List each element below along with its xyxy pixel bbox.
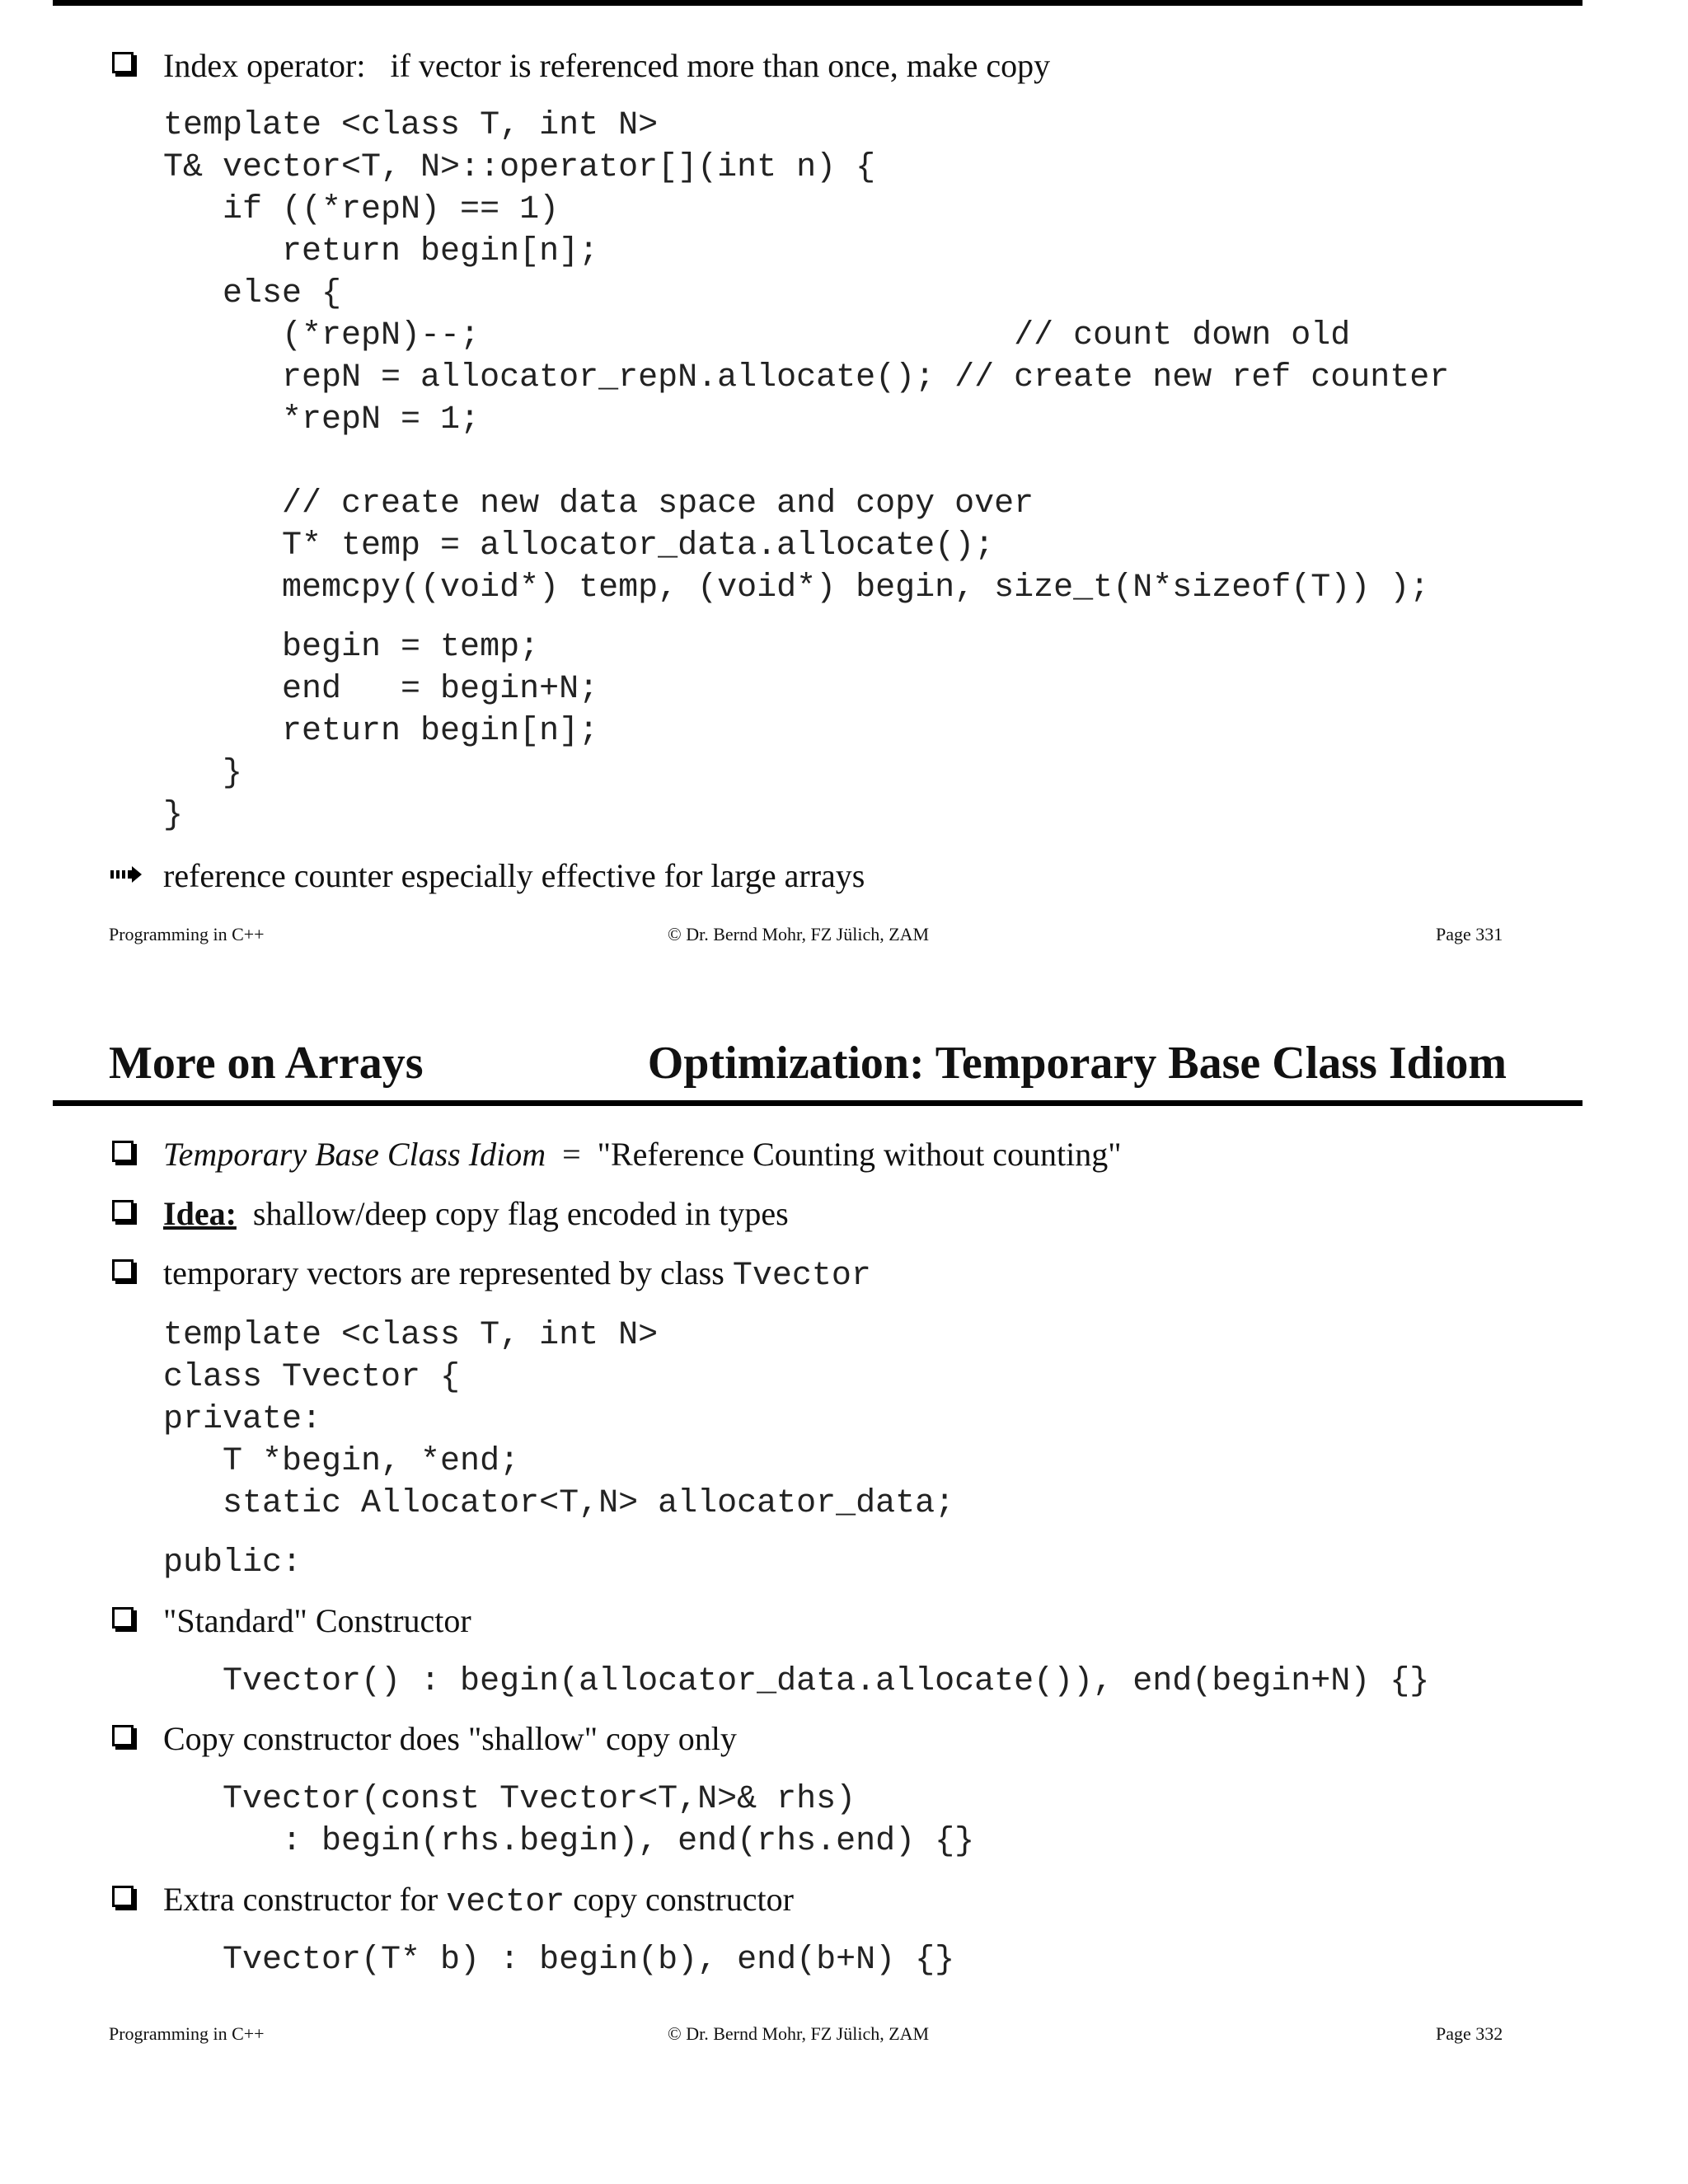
idiom-description: = "Reference Counting without counting" xyxy=(546,1136,1122,1173)
footer-right: Page 331 xyxy=(1436,924,1503,944)
bullet-idea xyxy=(163,1197,789,1230)
code-line: T* temp = allocator_data.allocate(); xyxy=(163,527,995,565)
code-line: if ((*repN) == 1) xyxy=(163,191,560,228)
code-line: return begin[n]; xyxy=(163,233,599,270)
bullet-checkbox-icon xyxy=(112,1886,134,1907)
code-line: template <class T, int N> xyxy=(163,107,659,144)
vector-code: vector xyxy=(446,1884,565,1921)
bullet-standard-constructor: "Standard" Constructor xyxy=(163,1602,471,1639)
title-rule xyxy=(53,1100,1582,1106)
code-line: : begin(rhs.begin), end(rhs.end) {} xyxy=(163,1823,975,1860)
class-name-code: Tvector xyxy=(732,1258,871,1295)
footer-center: © Dr. Bernd Mohr, FZ Jülich, ZAM xyxy=(668,2023,930,2044)
bullet-checkbox-icon xyxy=(112,52,134,73)
footer-left: Programming in C++ xyxy=(109,924,265,944)
extra-constructor-rest: copy constructor xyxy=(565,1881,794,1918)
footer-right: Page 332 xyxy=(1436,2023,1503,2044)
bullet-index-operator: Index operator: if vector is referenced more than once, make copy xyxy=(163,47,1051,84)
bullet-checkbox-icon xyxy=(112,1725,134,1746)
code-line: *repN = 1; xyxy=(163,401,481,438)
idea-label: Idea: xyxy=(163,1195,237,1232)
code-line: } xyxy=(163,797,184,834)
code-line: template <class T, int N> xyxy=(163,1317,659,1354)
section-title: More on Arrays xyxy=(109,1038,424,1089)
arrow-right-icon xyxy=(110,866,143,883)
bullet-temporary-vectors xyxy=(163,1254,871,1295)
top-rule xyxy=(53,0,1582,6)
code-line: Tvector(const Tvector<T,N>& rhs) xyxy=(163,1781,856,1818)
extra-constructor-text: Extra constructor for xyxy=(163,1881,447,1918)
slide-title: Optimization: Temporary Base Class Idiom xyxy=(647,1038,1507,1089)
bullet-checkbox-icon xyxy=(112,1141,134,1162)
bullet-checkbox-icon xyxy=(112,1200,134,1221)
code-line: private: xyxy=(163,1401,322,1438)
code-line: T *begin, *end; xyxy=(163,1443,520,1480)
bullet-checkbox-icon xyxy=(112,1259,134,1281)
idiom-name: Temporary Base Class Idiom xyxy=(163,1136,546,1173)
code-line: public: xyxy=(163,1544,302,1582)
footer-left: Programming in C++ xyxy=(109,2023,265,2044)
footer-center: © Dr. Bernd Mohr, FZ Jülich, ZAM xyxy=(668,924,930,944)
code-line: repN = allocator_repN.allocate(); // create new ref counter xyxy=(163,359,1450,396)
code-line: T& vector<T, N>::operator[](int n) { xyxy=(163,149,876,186)
code-line: memcpy((void*) temp, (void*) begin, size_t(N*sizeof(T)) ); xyxy=(163,569,1430,607)
code-line: static Allocator<T,N> allocator_data; xyxy=(163,1485,955,1522)
code-line: (*repN)--; // count down old xyxy=(163,317,1351,354)
code-line: } xyxy=(163,755,243,792)
idea-text: shallow/deep copy flag encoded in types xyxy=(236,1195,789,1232)
bullet-checkbox-icon xyxy=(112,1607,134,1629)
code-line: begin = temp; xyxy=(163,629,540,666)
code-line: return begin[n]; xyxy=(163,713,599,750)
code-line: end = begin+N; xyxy=(163,671,599,708)
code-line: else { xyxy=(163,275,342,312)
bullet-extra-constructor xyxy=(163,1883,794,1919)
conclusion-text: reference counter especially effective for large arrays xyxy=(163,857,865,894)
bullet-idiom-definition xyxy=(163,1138,1122,1171)
code-line: // create new data space and copy over xyxy=(163,485,1034,523)
code-line: Tvector(T* b) : begin(b), end(b+N) {} xyxy=(163,1942,955,1979)
bullet-copy-constructor: Copy constructor does "shallow" copy only xyxy=(163,1720,737,1757)
code-line: Tvector() : begin(allocator_data.allocate()), end(begin+N) {} xyxy=(163,1663,1430,1700)
temp-vectors-text: temporary vectors are represented by class xyxy=(163,1254,733,1291)
code-line: class Tvector { xyxy=(163,1359,461,1396)
